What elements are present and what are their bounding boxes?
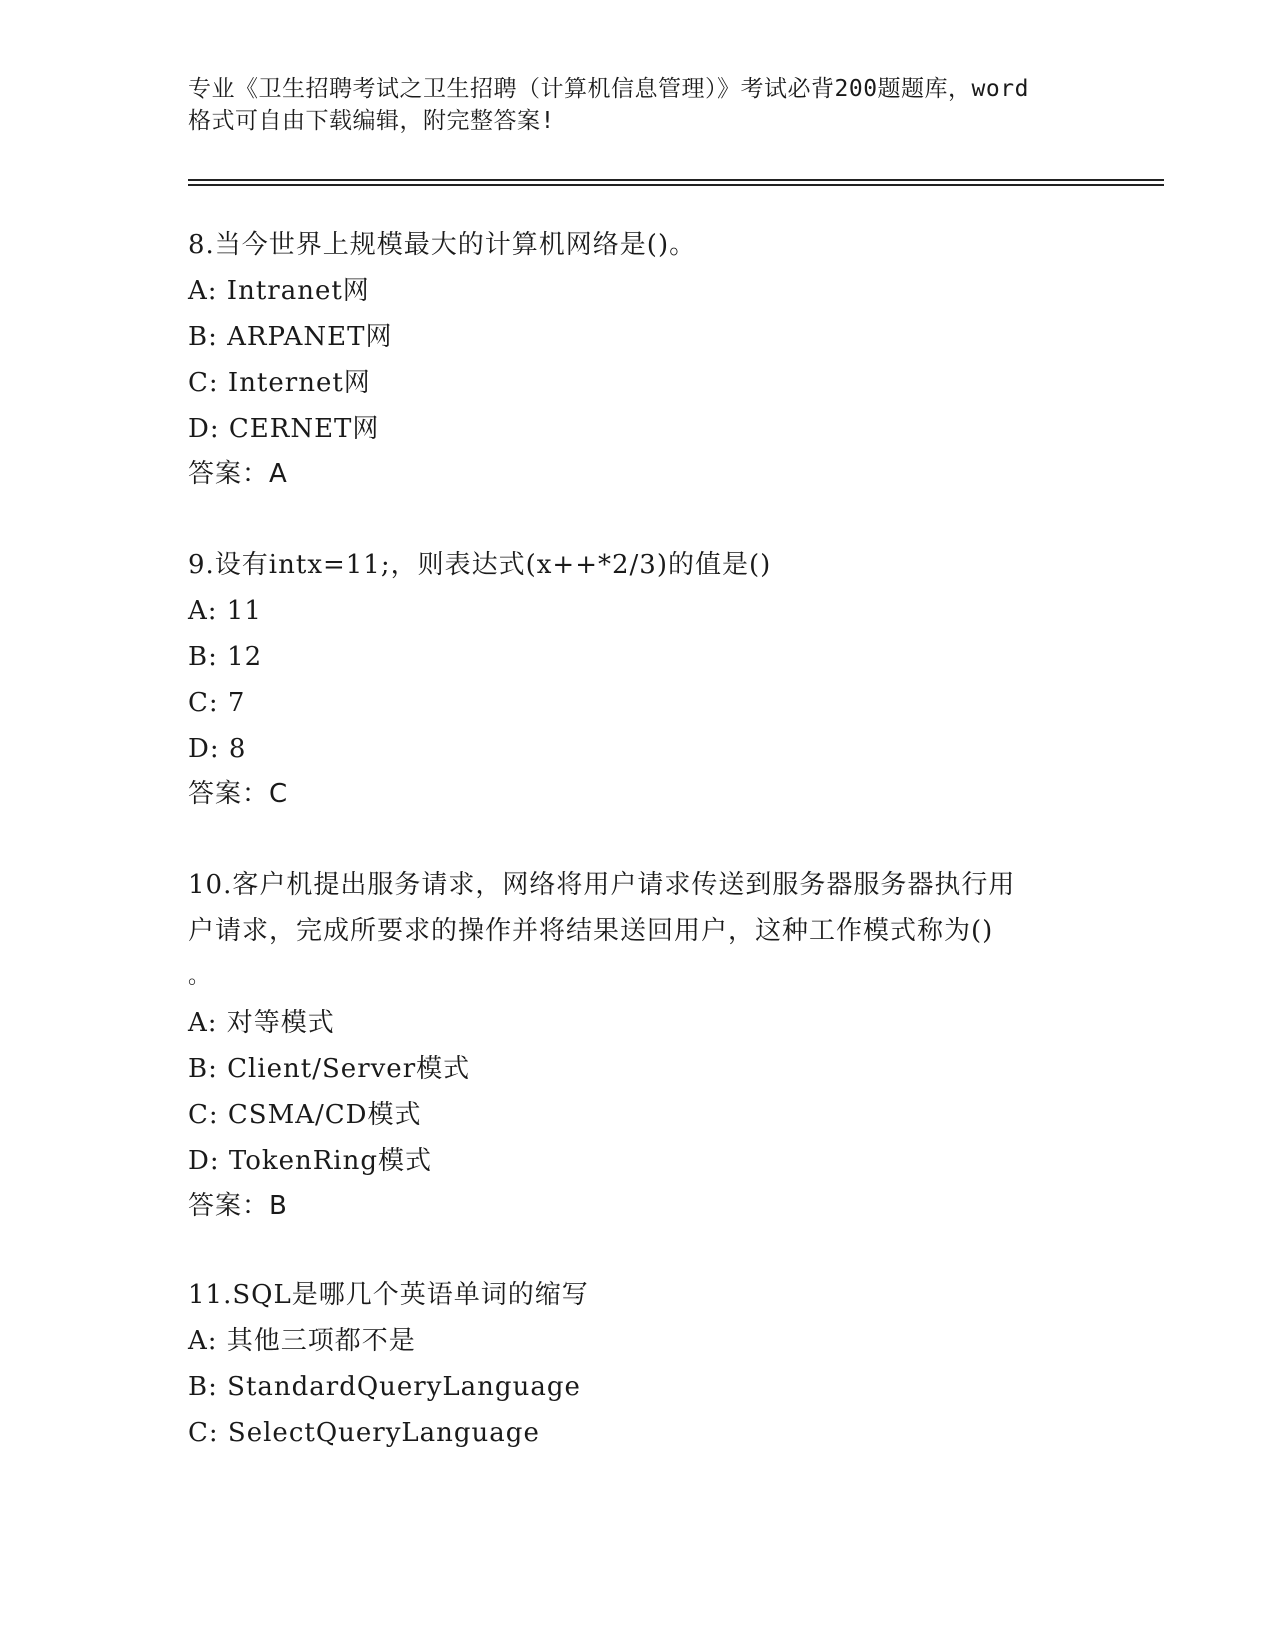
option-a: A: 11 xyxy=(188,596,262,626)
option-d: D: TokenRing模式 xyxy=(188,1146,433,1176)
header-divider-bottom xyxy=(188,184,1164,186)
option-b: B: 12 xyxy=(188,642,263,672)
option-d: D: CERNET网 xyxy=(188,414,380,444)
option-a: A: 其他三项都不是 xyxy=(188,1326,416,1356)
question-stem: 11.SQL是哪几个英语单词的缩写 xyxy=(188,1280,589,1310)
option-c: C: SelectQueryLanguage xyxy=(188,1418,540,1448)
option-a: A: 对等模式 xyxy=(188,1008,335,1038)
header-title-line-2: 格式可自由下载编辑，附完整答案! xyxy=(188,108,555,134)
answer-line: 答案：C xyxy=(188,779,289,809)
question-8 xyxy=(188,222,1088,496)
answer-line: 答案：B xyxy=(188,1191,288,1221)
option-b: B: ARPANET网 xyxy=(188,322,393,352)
question-stem-line-2: 户请求，完成所要求的操作并将结果送回用户，这种工作模式称为() xyxy=(188,916,994,946)
header-title-line-1: 专业《卫生招聘考试之卫生招聘（计算机信息管理）》考试必背200题题库，word xyxy=(188,76,1029,102)
option-a: A: Intranet网 xyxy=(188,276,370,306)
answer-line: 答案：A xyxy=(188,459,288,489)
option-c: C: 7 xyxy=(188,688,246,718)
question-9 xyxy=(188,542,1088,816)
header-divider-top xyxy=(188,179,1164,181)
option-c: C: Internet网 xyxy=(188,368,371,398)
option-b: B: Client/Server模式 xyxy=(188,1054,471,1084)
option-c: C: CSMA/CD模式 xyxy=(188,1100,422,1130)
question-stem: 8.当今世界上规模最大的计算机网络是()。 xyxy=(188,230,697,260)
option-d: D: 8 xyxy=(188,734,247,764)
question-10 xyxy=(188,862,1088,1228)
document-header xyxy=(188,73,1088,137)
question-stem-line-3: 。 xyxy=(188,964,212,989)
option-b: B: StandardQueryLanguage xyxy=(188,1372,581,1402)
question-stem-line-1: 10.客户机提出服务请求，网络将用户请求传送到服务器服务器执行用 xyxy=(188,870,1016,900)
question-11 xyxy=(188,1272,1088,1456)
question-stem: 9.设有intx=11;，则表达式(x++*2/3)的值是() xyxy=(188,550,772,580)
